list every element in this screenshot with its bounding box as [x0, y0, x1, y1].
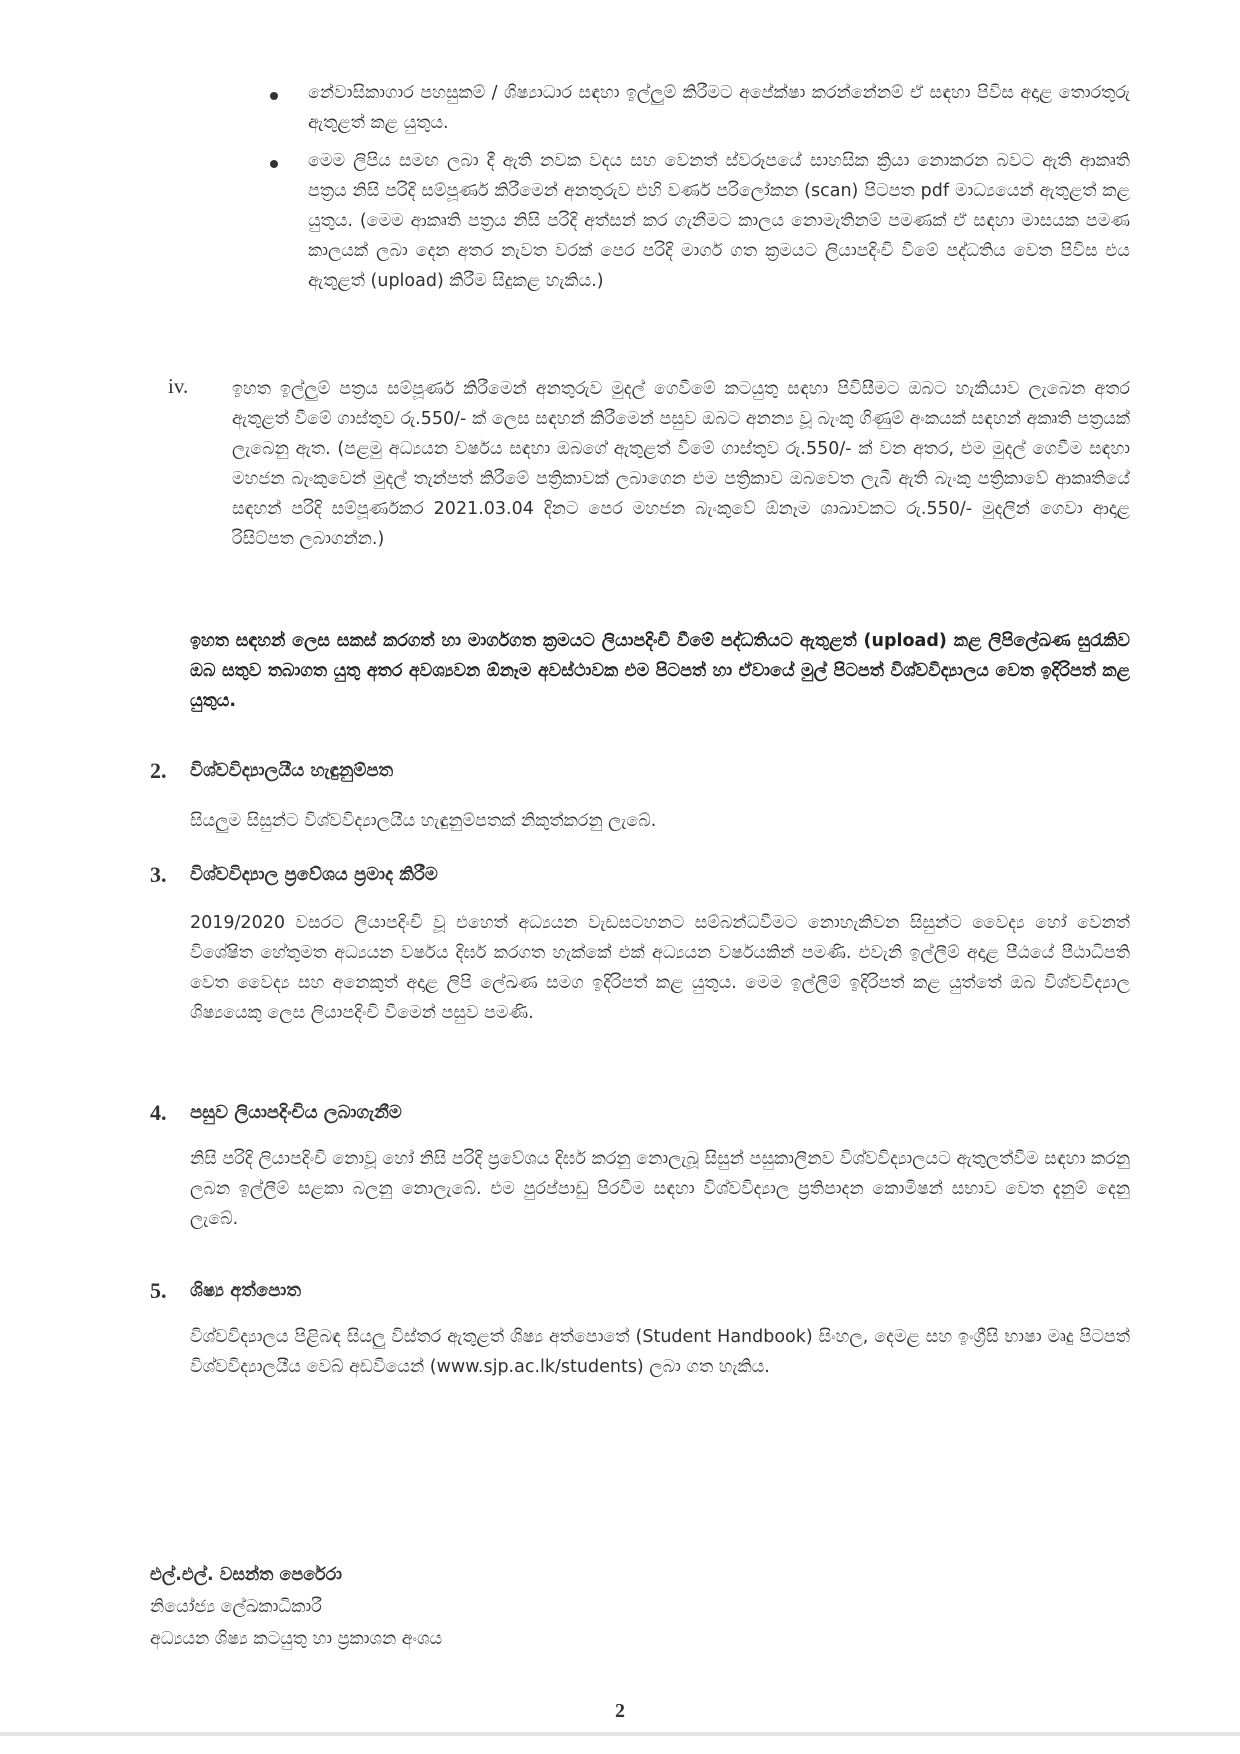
page-number: 2	[615, 1700, 625, 1722]
section-title: විශ්වවිද්‍යාල ප්‍රවේශය ප්‍රමාද කිරීම	[190, 864, 438, 885]
section-number: 3.	[150, 862, 167, 887]
section-title: ශිෂ්‍ය අත්පොත	[190, 1280, 301, 1301]
bottom-rule	[0, 1732, 1240, 1736]
bullet-item: නේවාසිකාගාර පහසුකම් / ශිෂ්‍යාධාර සඳහා ඉල්ලුම් කිරීමට අපේක්ෂා කරන්නේනම් ඒ සඳහා පිවිස අදාළ තොරතුරු ඇතුළත් කළ යුතුය.	[308, 83, 1130, 133]
upload-note: ඉහත සඳහන් ලෙස සකස් කරගත් හා මාර්ගගත ක්‍රමයට ලියාපදිංචි වීමේ පද්ධතියට ඇතුළත් (upload) කළ ලිපිලේඛණ සුරැකිව ඔබ සතුව තබාගත යුතු අතර අවශ්‍යවන ඕනෑම අවස්ථාවක එම පිටපත් හා ඒවායේ මුල් පිටපත් විශ්වවිද්‍යාලය වෙත ඉදිරිපත් කළ යුතුය.	[190, 631, 1130, 711]
bullet-icon	[270, 160, 278, 168]
section-body: විශ්වවිද්‍යාලය පිළිබඳ සියලු විස්තර ඇතුළත් ශිෂ්‍ය අත්පොතේ (Student Handbook) සිංහල, දෙමළ සහ ඉංග්‍රීසි භාෂා මෘදු පිටපත් විශ්වවිද්‍යාලයීය වෙබ් අඩවියෙන් (www.sjp.ac.lk/students) ලබා ගත හැකිය.	[190, 1327, 1130, 1377]
section-number: 5.	[150, 1278, 167, 1303]
section-number: 4.	[150, 1100, 167, 1125]
signatory-department: අධ්‍යයන ශිෂ්‍ය කටයුතු හා ප්‍රකාශන අංශය	[150, 1629, 443, 1649]
signatory-name: එල්.එල්. වසන්ත පෙරේරා	[150, 1565, 343, 1585]
section-body: 2019/2020 වසරට ලියාපදිංචි වූ එහෙත් අධ්‍යයන වැඩසටහනට සම්බන්ධවීමට නොහැකිවන සිසුන්ට වෛද්‍ය හෝ වෙනත් විශේෂිත හේතුමත අධ්‍යයන වර්ෂය දිර්ඝ කරගත හැක්කේ එක් අධ්‍යයන වර්ෂයකින් පමණි. එවැනි ඉල්ලීම් අදාළ පීඨයේ පීඨාධිපති වෙත වෛද්‍ය සහ අනෙකුත් අදාළ ලිපි ලේඛණ සමග ඉදිරිපත් කළ යුතුය. මෙම ඉල්ලීම් ඉදිරිපත් කළ යුත්තේ ඔබ විශ්වවිද්‍යාල ශිෂ්‍යයෙකු ලෙස ලියාපදිංචි වීමෙන් පසුව පමණි.	[190, 913, 1130, 1023]
section-title: විශ්වවිද්‍යාලයීය හැඳුනුම්පත	[190, 760, 394, 781]
section-body: නිසි පරිදි ලියාපදිංචි නොවූ හෝ නිසි පරිදි ප්‍රවේශය දිර්ඝ කරනු නොලැබූ සිසුන් පසුකාලීනව විශ්වවිද්‍යාලයට ඇතුලත්වීම සඳහා කරනු ලබන ඉල්ලීම් සළකා බලනු නොලැබේ. එම පුරප්පාඩු පිරවීම සඳහා විශ්වවිද්‍යාල ප්‍රතිපාදන කොමිෂන් සභාව වෙත දැනුම් දෙනු ලැබේ.	[190, 1149, 1130, 1229]
bullet-icon	[270, 92, 278, 100]
section-number: 2.	[150, 758, 167, 783]
section-body: සියලුම සිසුන්ට විශ්වවිද්‍යාලයීය හැඳුනුම්පතක් නිකුත්කරනු ලැබේ.	[190, 811, 657, 831]
bullet-item: මෙම ලිපිය සමඟ ලබා දී ඇති නවක වදය සහ වෙනත් ස්වරූපයේ සාහසික ක්‍රියා නොකරන බවට ඇති ආකෘති පත්‍රය නිසි පරිදි සම්පූර්ණ කිරීමෙන් අනතුරුව එහි වර්ණ පරිලෝකන (scan) පිටපත pdf මාධ්‍යයෙන් ඇතුළත් කළ යුතුය. (මෙම ආකෘති පත්‍රය නිසි පරිදි අත්සන් කර ගැනීමට කාලය නොමැතිනම් පමණක් ඒ සඳහා මාසයක පමණ කාලයක් ලබා දෙන අතර නැවත වරක් පෙර පරිදි මාර්ග ගත ක්‍රමයට ලියාපදිංචි වීමේ පද්ධතිය වෙත පිවිස එය ඇතුළත් (upload) කිරීම සිදුකළ හැකිය.)	[308, 151, 1130, 291]
item-iv-text: ඉහත ඉල්ලුම් පත්‍රය සම්පූර්ණ කිරීමෙන් අනතුරුව මුදල් ගෙවීමේ කටයුතු සඳහා පිවිසීමට ඔබට හැකියාව ලැබෙන අතර ඇතුළත් වීමේ ගාස්තුව රු.550/- ක් ලෙස සඳහන් කිරීමෙන් පසුව ඔබට අනන්‍ය වූ බැංකු ගිණුම් අංකයක් සඳහන් අකෘති පත්‍රයක් ලැබෙනු ඇත. (පළමු අධ්‍යයන වර්ෂය සඳහා ඔබගේ ඇතුළත් වීමේ ගාස්තුව රු.550/- ක් වන අතර, එම මුදල් ගෙවීම සඳහා මහජන බැංකුවෙන් මුදල් තැන්පත් කිරීමේ පත්‍රිකාවක් ලබාගෙන එම පත්‍රිකාව ඔබවෙත ලැබී ඇති බැංකු පත්‍රිකාවේ ආකෘතියේ සඳහන් පරිදි සම්පූර්ණකර 2021.03.04 දිනට පෙර මහජන බැංකුවේ ඕනෑම ශාඛාවකට රු.550/- මුදලින් ගෙවා ආදාළ රිසිට්පත ලබාගන්න.)	[232, 379, 1130, 549]
section-title: පසුව ලියාපදිංචිය ලබාගැනීම	[190, 1102, 402, 1123]
signatory-title: නියෝජ්‍ය ලේඛකාධිකාරී	[150, 1597, 322, 1617]
item-marker: iv.	[168, 374, 189, 398]
